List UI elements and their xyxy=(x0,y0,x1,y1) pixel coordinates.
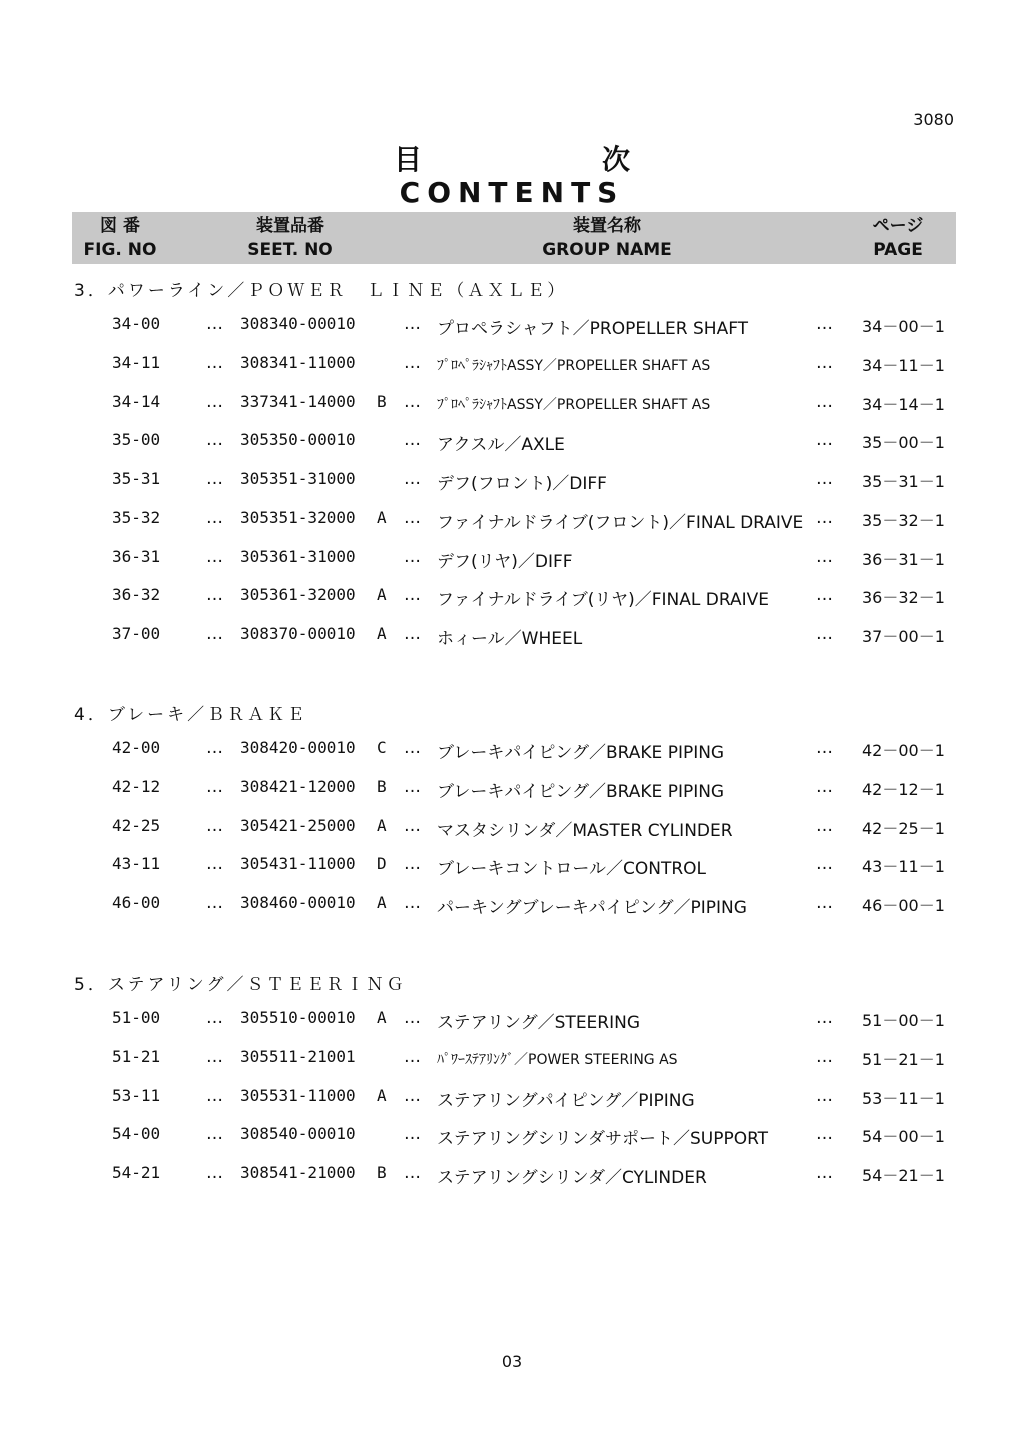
part-number: 305531-11000 xyxy=(240,1086,356,1105)
fig-no-en: FIG. NO xyxy=(83,240,157,260)
group-name: ステアリング／STEERING xyxy=(437,1013,641,1033)
group-name: マスタシリンダ／MASTER CYLINDER xyxy=(437,821,733,841)
page-reference: 35－00－1 xyxy=(862,433,945,452)
contents-row xyxy=(0,469,1024,499)
group-name: プロペラシャフト／PROPELLER SHAFT xyxy=(437,319,749,339)
page-reference: 36－32－1 xyxy=(862,588,945,607)
leader-dots: … xyxy=(206,430,223,450)
leader-dots: … xyxy=(404,314,421,334)
document-number: 3080 xyxy=(913,110,954,129)
fig-number: 34-00 xyxy=(112,314,161,333)
part-number: 308541-21000 xyxy=(240,1163,356,1182)
leader-dots: … xyxy=(816,430,833,450)
leader-dots: … xyxy=(404,738,421,758)
leader-dots: … xyxy=(816,392,833,412)
fig-number: 42-12 xyxy=(112,777,161,796)
leader-dots: … xyxy=(206,893,223,913)
contents-row xyxy=(0,547,1024,577)
leader-dots: … xyxy=(206,585,223,605)
contents-row xyxy=(0,1163,1024,1193)
leader-dots: … xyxy=(816,585,833,605)
leader-dots: … xyxy=(404,1086,421,1106)
revision-letter: B xyxy=(377,392,387,411)
leader-dots: … xyxy=(816,547,833,567)
group-name: ファイナルドライブ(フロント)／FINAL DRAIVE xyxy=(437,513,804,533)
section-title: 3．パワーライン／ＰＯＷＥＲ ＬＩＮＥ（ＡＸＬＥ） xyxy=(74,281,568,301)
part-number: 308540-00010 xyxy=(240,1124,356,1143)
column-header-band xyxy=(72,212,956,264)
page-reference: 42－25－1 xyxy=(862,819,945,838)
fig-number: 46-00 xyxy=(112,893,161,912)
part-number: 308341-11000 xyxy=(240,353,356,372)
fig-number: 51-00 xyxy=(112,1008,161,1027)
leader-dots: … xyxy=(404,585,421,605)
page-reference: 53－11－1 xyxy=(862,1089,945,1108)
leader-dots: … xyxy=(206,547,223,567)
leader-dots: … xyxy=(816,893,833,913)
revision-letter: A xyxy=(377,1008,387,1027)
contents-row xyxy=(0,585,1024,615)
leader-dots: … xyxy=(206,1124,223,1144)
leader-dots: … xyxy=(404,1008,421,1028)
group-name: ステアリングシリンダサポート／SUPPORT xyxy=(437,1129,769,1149)
fig-number: 51-21 xyxy=(112,1047,161,1066)
group-name: デフ(リヤ)／DIFF xyxy=(437,552,573,572)
seet-no-en: SEET. NO xyxy=(247,240,333,260)
part-number: 305350-00010 xyxy=(240,430,356,449)
page-reference: 51－00－1 xyxy=(862,1011,945,1030)
contents-row xyxy=(0,1086,1024,1116)
contents-row xyxy=(0,777,1024,807)
revision-letter: B xyxy=(377,1163,387,1182)
leader-dots: … xyxy=(816,1124,833,1144)
leader-dots: … xyxy=(206,738,223,758)
group-name: ﾊﾟﾜｰｽﾃｱﾘﾝｸﾞ／POWER STEERING AS xyxy=(437,1052,678,1068)
contents-row xyxy=(0,353,1024,383)
contents-row xyxy=(0,430,1024,460)
fig-number: 53-11 xyxy=(112,1086,161,1105)
leader-dots: … xyxy=(206,1163,223,1183)
leader-dots: … xyxy=(206,624,223,644)
fig-no-ja: 図 番 xyxy=(100,216,140,236)
contents-row xyxy=(0,1047,1024,1077)
leader-dots: … xyxy=(206,353,223,373)
fig-number: 54-21 xyxy=(112,1163,161,1182)
leader-dots: … xyxy=(816,624,833,644)
part-number: 305361-31000 xyxy=(240,547,356,566)
part-number: 305351-32000 xyxy=(240,508,356,527)
part-number: 308460-00010 xyxy=(240,893,356,912)
part-number: 305421-25000 xyxy=(240,816,356,835)
page-reference: 37－00－1 xyxy=(862,627,945,646)
page-reference: 34－14－1 xyxy=(862,395,945,414)
fig-number: 35-00 xyxy=(112,430,161,449)
part-number: 305511-21001 xyxy=(240,1047,356,1066)
group-name: デフ(フロント)／DIFF xyxy=(437,474,607,494)
page-reference: 43－11－1 xyxy=(862,857,945,876)
group-name-en: GROUP NAME xyxy=(542,240,672,260)
page-reference: 42－12－1 xyxy=(862,780,945,799)
page-reference: 35－31－1 xyxy=(862,472,945,491)
leader-dots: … xyxy=(206,392,223,412)
revision-letter: A xyxy=(377,1086,387,1105)
leader-dots: … xyxy=(816,816,833,836)
fig-number: 34-11 xyxy=(112,353,161,372)
part-number: 308420-00010 xyxy=(240,738,356,757)
page-reference: 34－11－1 xyxy=(862,356,945,375)
leader-dots: … xyxy=(404,854,421,874)
leader-dots: … xyxy=(206,1086,223,1106)
seet-no-ja: 装置品番 xyxy=(256,216,324,236)
page-reference: 46－00－1 xyxy=(862,896,945,915)
column-header-fig-no xyxy=(72,214,168,262)
revision-letter: B xyxy=(377,777,387,796)
leader-dots: … xyxy=(206,777,223,797)
group-name: パーキングブレーキパイピング／PIPING xyxy=(437,898,747,918)
part-number: 305361-32000 xyxy=(240,585,356,604)
footer-page-number: 03 xyxy=(501,1352,523,1371)
page-reference: 54－21－1 xyxy=(862,1166,945,1185)
group-name: ファイナルドライブ(リヤ)／FINAL DRAIVE xyxy=(437,590,769,610)
group-name: ステアリングパイピング／PIPING xyxy=(437,1091,695,1111)
page-en: PAGE xyxy=(873,240,923,260)
fig-number: 35-32 xyxy=(112,508,161,527)
revision-letter: A xyxy=(377,816,387,835)
leader-dots: … xyxy=(206,1008,223,1028)
contents-row xyxy=(0,1124,1024,1154)
revision-letter: A xyxy=(377,585,387,604)
column-header-group-name xyxy=(462,214,752,262)
leader-dots: … xyxy=(404,508,421,528)
fig-number: 42-00 xyxy=(112,738,161,757)
leader-dots: … xyxy=(206,469,223,489)
revision-letter: A xyxy=(377,624,387,643)
leader-dots: … xyxy=(816,1008,833,1028)
leader-dots: … xyxy=(206,508,223,528)
group-name: アクスル／AXLE xyxy=(437,435,565,455)
leader-dots: … xyxy=(816,777,833,797)
column-header-seet-no xyxy=(220,214,360,262)
page-reference: 42－00－1 xyxy=(862,741,945,760)
page-reference: 51－21－1 xyxy=(862,1050,945,1069)
group-name: ステアリングシリンダ／CYLINDER xyxy=(437,1168,707,1188)
column-header-page xyxy=(842,214,954,262)
contents-row xyxy=(0,738,1024,768)
part-number: 305431-11000 xyxy=(240,854,356,873)
contents-row xyxy=(0,508,1024,538)
leader-dots: … xyxy=(816,314,833,334)
leader-dots: … xyxy=(404,624,421,644)
part-number: 308370-00010 xyxy=(240,624,356,643)
contents-row xyxy=(0,314,1024,344)
contents-row xyxy=(0,1008,1024,1038)
fig-number: 35-31 xyxy=(112,469,161,488)
fig-number: 54-00 xyxy=(112,1124,161,1143)
leader-dots: … xyxy=(816,1163,833,1183)
group-name: ブレーキコントロール／CONTROL xyxy=(437,859,706,879)
contents-row xyxy=(0,854,1024,884)
revision-letter: A xyxy=(377,508,387,527)
leader-dots: … xyxy=(206,1047,223,1067)
leader-dots: … xyxy=(816,353,833,373)
leader-dots: … xyxy=(816,854,833,874)
leader-dots: … xyxy=(206,854,223,874)
section-title: 4．ブレーキ／ＢＲＡＫＥ xyxy=(74,705,308,725)
leader-dots: … xyxy=(404,353,421,373)
page-title-english: CONTENTS xyxy=(399,176,625,209)
contents-row xyxy=(0,624,1024,654)
page-reference: 35－32－1 xyxy=(862,511,945,530)
group-name: ﾌﾟﾛﾍﾟﾗｼｬﾌﾄASSY／PROPELLER SHAFT AS xyxy=(437,397,711,413)
revision-letter: C xyxy=(377,738,387,757)
revision-letter: D xyxy=(377,854,387,873)
leader-dots: … xyxy=(816,508,833,528)
page-title-japanese: 目次 xyxy=(393,143,810,176)
leader-dots: … xyxy=(404,469,421,489)
leader-dots: … xyxy=(404,1124,421,1144)
contents-row xyxy=(0,816,1024,846)
section-title: 5．ステアリング／ＳＴＥＥＲＩＮＧ xyxy=(74,975,407,995)
leader-dots: … xyxy=(816,469,833,489)
group-name: ホィール／WHEEL xyxy=(437,629,583,649)
page-ja: ページ xyxy=(872,216,924,236)
contents-row xyxy=(0,893,1024,923)
leader-dots: … xyxy=(816,738,833,758)
group-name-ja: 装置名称 xyxy=(573,216,641,236)
leader-dots: … xyxy=(404,893,421,913)
leader-dots: … xyxy=(404,547,421,567)
leader-dots: … xyxy=(404,1047,421,1067)
part-number: 305351-31000 xyxy=(240,469,356,488)
group-name: ブレーキパイピング／BRAKE PIPING xyxy=(437,782,725,802)
fig-number: 34-14 xyxy=(112,392,161,411)
leader-dots: … xyxy=(404,777,421,797)
fig-number: 36-32 xyxy=(112,585,161,604)
page-reference: 36－31－1 xyxy=(862,550,945,569)
leader-dots: … xyxy=(404,816,421,836)
fig-number: 36-31 xyxy=(112,547,161,566)
leader-dots: … xyxy=(816,1086,833,1106)
part-number: 308340-00010 xyxy=(240,314,356,333)
leader-dots: … xyxy=(206,314,223,334)
group-name: ﾌﾟﾛﾍﾟﾗｼｬﾌﾄASSY／PROPELLER SHAFT AS xyxy=(437,358,711,374)
revision-letter: A xyxy=(377,893,387,912)
leader-dots: … xyxy=(206,816,223,836)
part-number: 305510-00010 xyxy=(240,1008,356,1027)
fig-number: 42-25 xyxy=(112,816,161,835)
contents-row xyxy=(0,392,1024,422)
part-number: 337341-14000 xyxy=(240,392,356,411)
page-reference: 54－00－1 xyxy=(862,1127,945,1146)
fig-number: 43-11 xyxy=(112,854,161,873)
group-name: ブレーキパイピング／BRAKE PIPING xyxy=(437,743,725,763)
page-reference: 34－00－1 xyxy=(862,317,945,336)
fig-number: 37-00 xyxy=(112,624,161,643)
part-number: 308421-12000 xyxy=(240,777,356,796)
leader-dots: … xyxy=(404,1163,421,1183)
leader-dots: … xyxy=(404,430,421,450)
leader-dots: … xyxy=(816,1047,833,1067)
leader-dots: … xyxy=(404,392,421,412)
